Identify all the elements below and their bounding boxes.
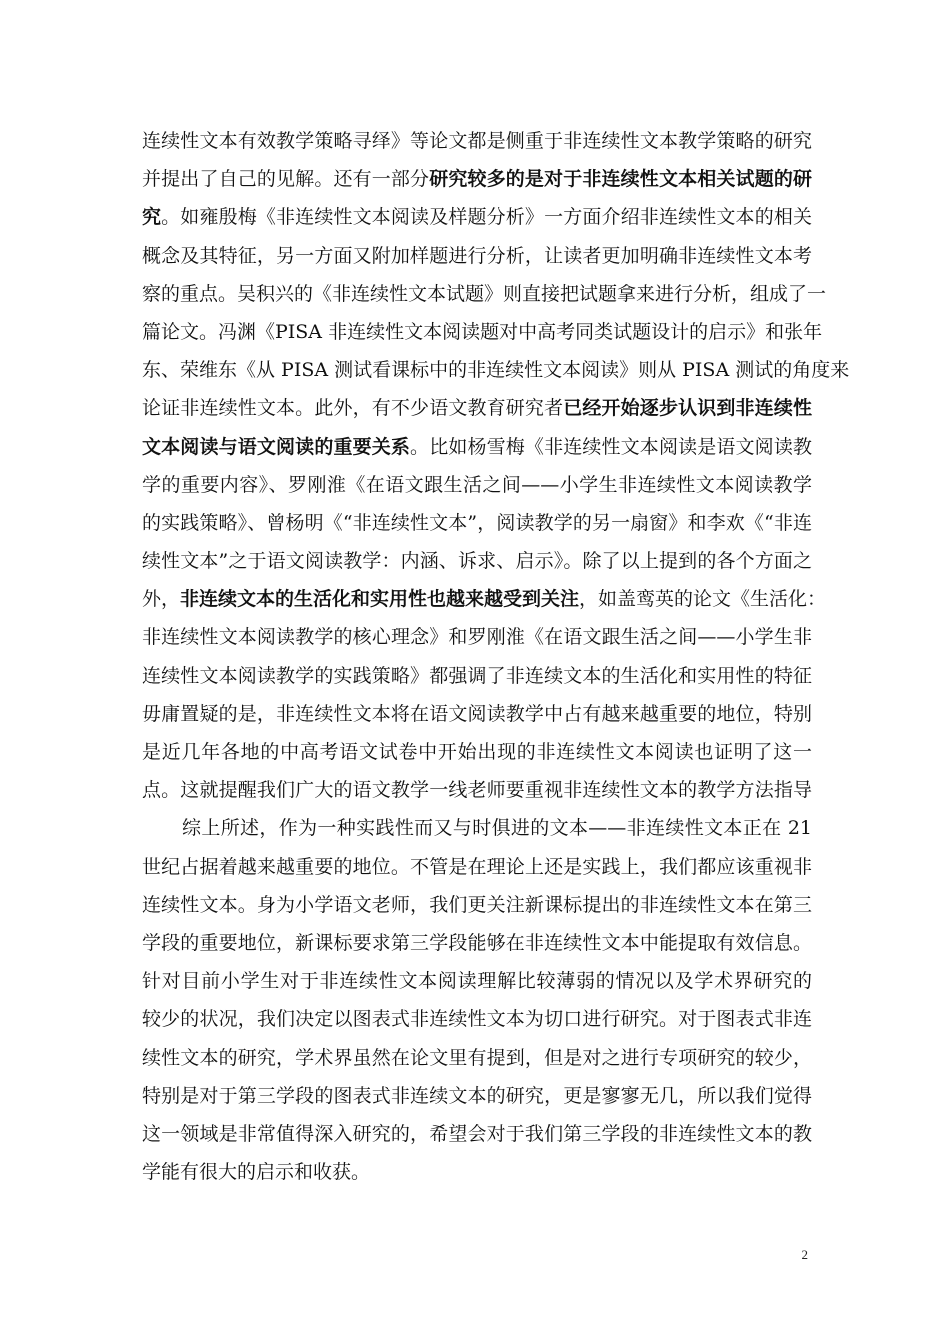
text-segment: 学的重要内容》、罗刚淮《在语文跟生活之间——小学生非连续性文本阅读教学 (142, 473, 812, 496)
text-segment: 毋庸置疑的是，非连续性文本将在语文阅读教学中占有越来越重要的地位，特别 (142, 702, 812, 725)
text-segment: ，如盖鸾英的论文《生活化： (579, 588, 827, 611)
text-line (142, 1077, 812, 1115)
text-line (142, 924, 812, 962)
text-segment: 是近几年各地的中高考语文试卷中开始出现的非连续性文本阅读也证明了这一 (142, 741, 812, 763)
text-segment: 这一领域是非常值得深入研究的，希望会对于我们第三学段的非连续性文本的教 (142, 1122, 812, 1145)
text-line (142, 848, 812, 886)
text-line (142, 618, 812, 656)
text-segment: 连续性文本阅读教学的实践策略》都强调了非连续文本的生活化和实用性的特征 (142, 664, 812, 687)
text-segment: 篇论文。冯渊《PISA 非连续性文本阅读题对中高考同类试题设计的启示》和张年 (142, 320, 823, 343)
text-line (142, 657, 812, 695)
page-number: 2 (801, 1247, 808, 1262)
text-line (142, 313, 823, 351)
text-segment: 较少的状况，我们决定以图表式非连续性文本为切口进行研究。对于图表式非连 (142, 1008, 812, 1031)
text-line (142, 809, 812, 847)
text-segment: 针对目前小学生对于非连续性文本阅读理解比较薄弱的情况以及学术界研究的 (142, 970, 812, 993)
text-segment: 学能有很大的启示和收获。 (142, 1161, 371, 1184)
text-segment: 世纪占据着越来越重要的地位。不管是在理论上还是实践上，我们都应该重视非 (142, 855, 812, 878)
text-line (142, 1039, 812, 1077)
text-segment: 综上所述，作为一种实践性而又与时俱进的文本——非连续性文本正在 21 (182, 817, 812, 840)
text-segment: 点。这就提醒我们广大的语文教学一线老师要重视非连续性文本的教学方法指导 (142, 779, 812, 802)
bold-text-segment: 研究较多的是对于非连续性文本相关试题的研 (429, 168, 812, 191)
text-line (142, 886, 812, 924)
text-line (142, 389, 812, 427)
text-line (142, 428, 812, 466)
text-line (142, 733, 812, 771)
bold-text-segment: 究 (142, 206, 162, 229)
text-line (142, 275, 827, 313)
text-segment: 的实践策略》、曾杨明《“非连续性文本”，阅读教学的另一扇窗》和李欢《“非连 (142, 511, 812, 534)
text-line (142, 504, 812, 542)
text-segment: 。如雍殷梅《非连续性文本阅读及样题分析》一方面介绍非连续性文本的相关 (161, 206, 812, 229)
text-segment: 外， (142, 588, 181, 611)
text-line (142, 695, 812, 733)
text-segment: 。比如杨雪梅《非连续性文本阅读是语文阅读教 (410, 435, 812, 458)
text-line (142, 1153, 812, 1191)
text-segment: 东、荣维东《从 PISA 测试看课标中的非连续性文本阅读》则从 PISA 测试的角度来 (142, 359, 850, 382)
text-line (142, 771, 812, 809)
text-segment: 察的重点。吴积兴的《非连续性文本试题》则直接把试题拿来进行分析，组成了一 (142, 282, 827, 305)
bold-text-segment: 已经开始逐步认识到非连续性 (563, 397, 812, 420)
text-line (142, 1115, 812, 1153)
text-segment: 续性文本”之于语文阅读教学：内涵、诉求、启示》。除了以上提到的各个方面之 (142, 550, 812, 573)
text-segment: 连续性文本。身为小学语文老师，我们更关注新课标提出的非连续性文本在第三 (142, 893, 812, 916)
text-line (142, 466, 812, 504)
text-segment: 并提出了自己的见解。还有一部分 (142, 168, 430, 191)
text-line (142, 237, 812, 275)
text-line (142, 542, 812, 580)
text-segment: 概念及其特征，另一方面又附加样题进行分析，让读者更加明确非连续性文本考 (142, 244, 812, 267)
text-line (142, 351, 850, 389)
text-line (142, 160, 812, 198)
text-line (142, 962, 812, 1000)
text-segment: 特别是对于第三学段的图表式非连续文本的研究，更是寥寥无几，所以我们觉得 (142, 1084, 812, 1107)
text-line (142, 122, 812, 160)
text-segment: 论证非连续性文本。此外，有不少语文教育研究者 (142, 397, 564, 420)
text-segment: 非连续性文本阅读教学的核心理念》和罗刚淮《在语文跟生活之间——小学生非 (142, 626, 812, 649)
body-text (142, 122, 850, 1191)
bold-text-segment: 文本阅读与语文阅读的重要关系 (142, 435, 411, 458)
text-line (142, 580, 827, 618)
text-line (142, 1000, 812, 1038)
text-line (142, 198, 812, 236)
text-segment: 续性文本的研究，学术界虽然在论文里有提到，但是对之进行专项研究的较少， (142, 1046, 812, 1069)
text-segment: 学段的重要地位，新课标要求第三学段能够在非连续性文本中能提取有效信息。 (142, 931, 812, 954)
text-segment: 连续性文本有效教学策略寻绎》等论文都是侧重于非连续性文本教学策略的研究 (142, 130, 812, 152)
bold-text-segment: 非连续文本的生活化和实用性也越来越受到关注 (180, 588, 580, 611)
